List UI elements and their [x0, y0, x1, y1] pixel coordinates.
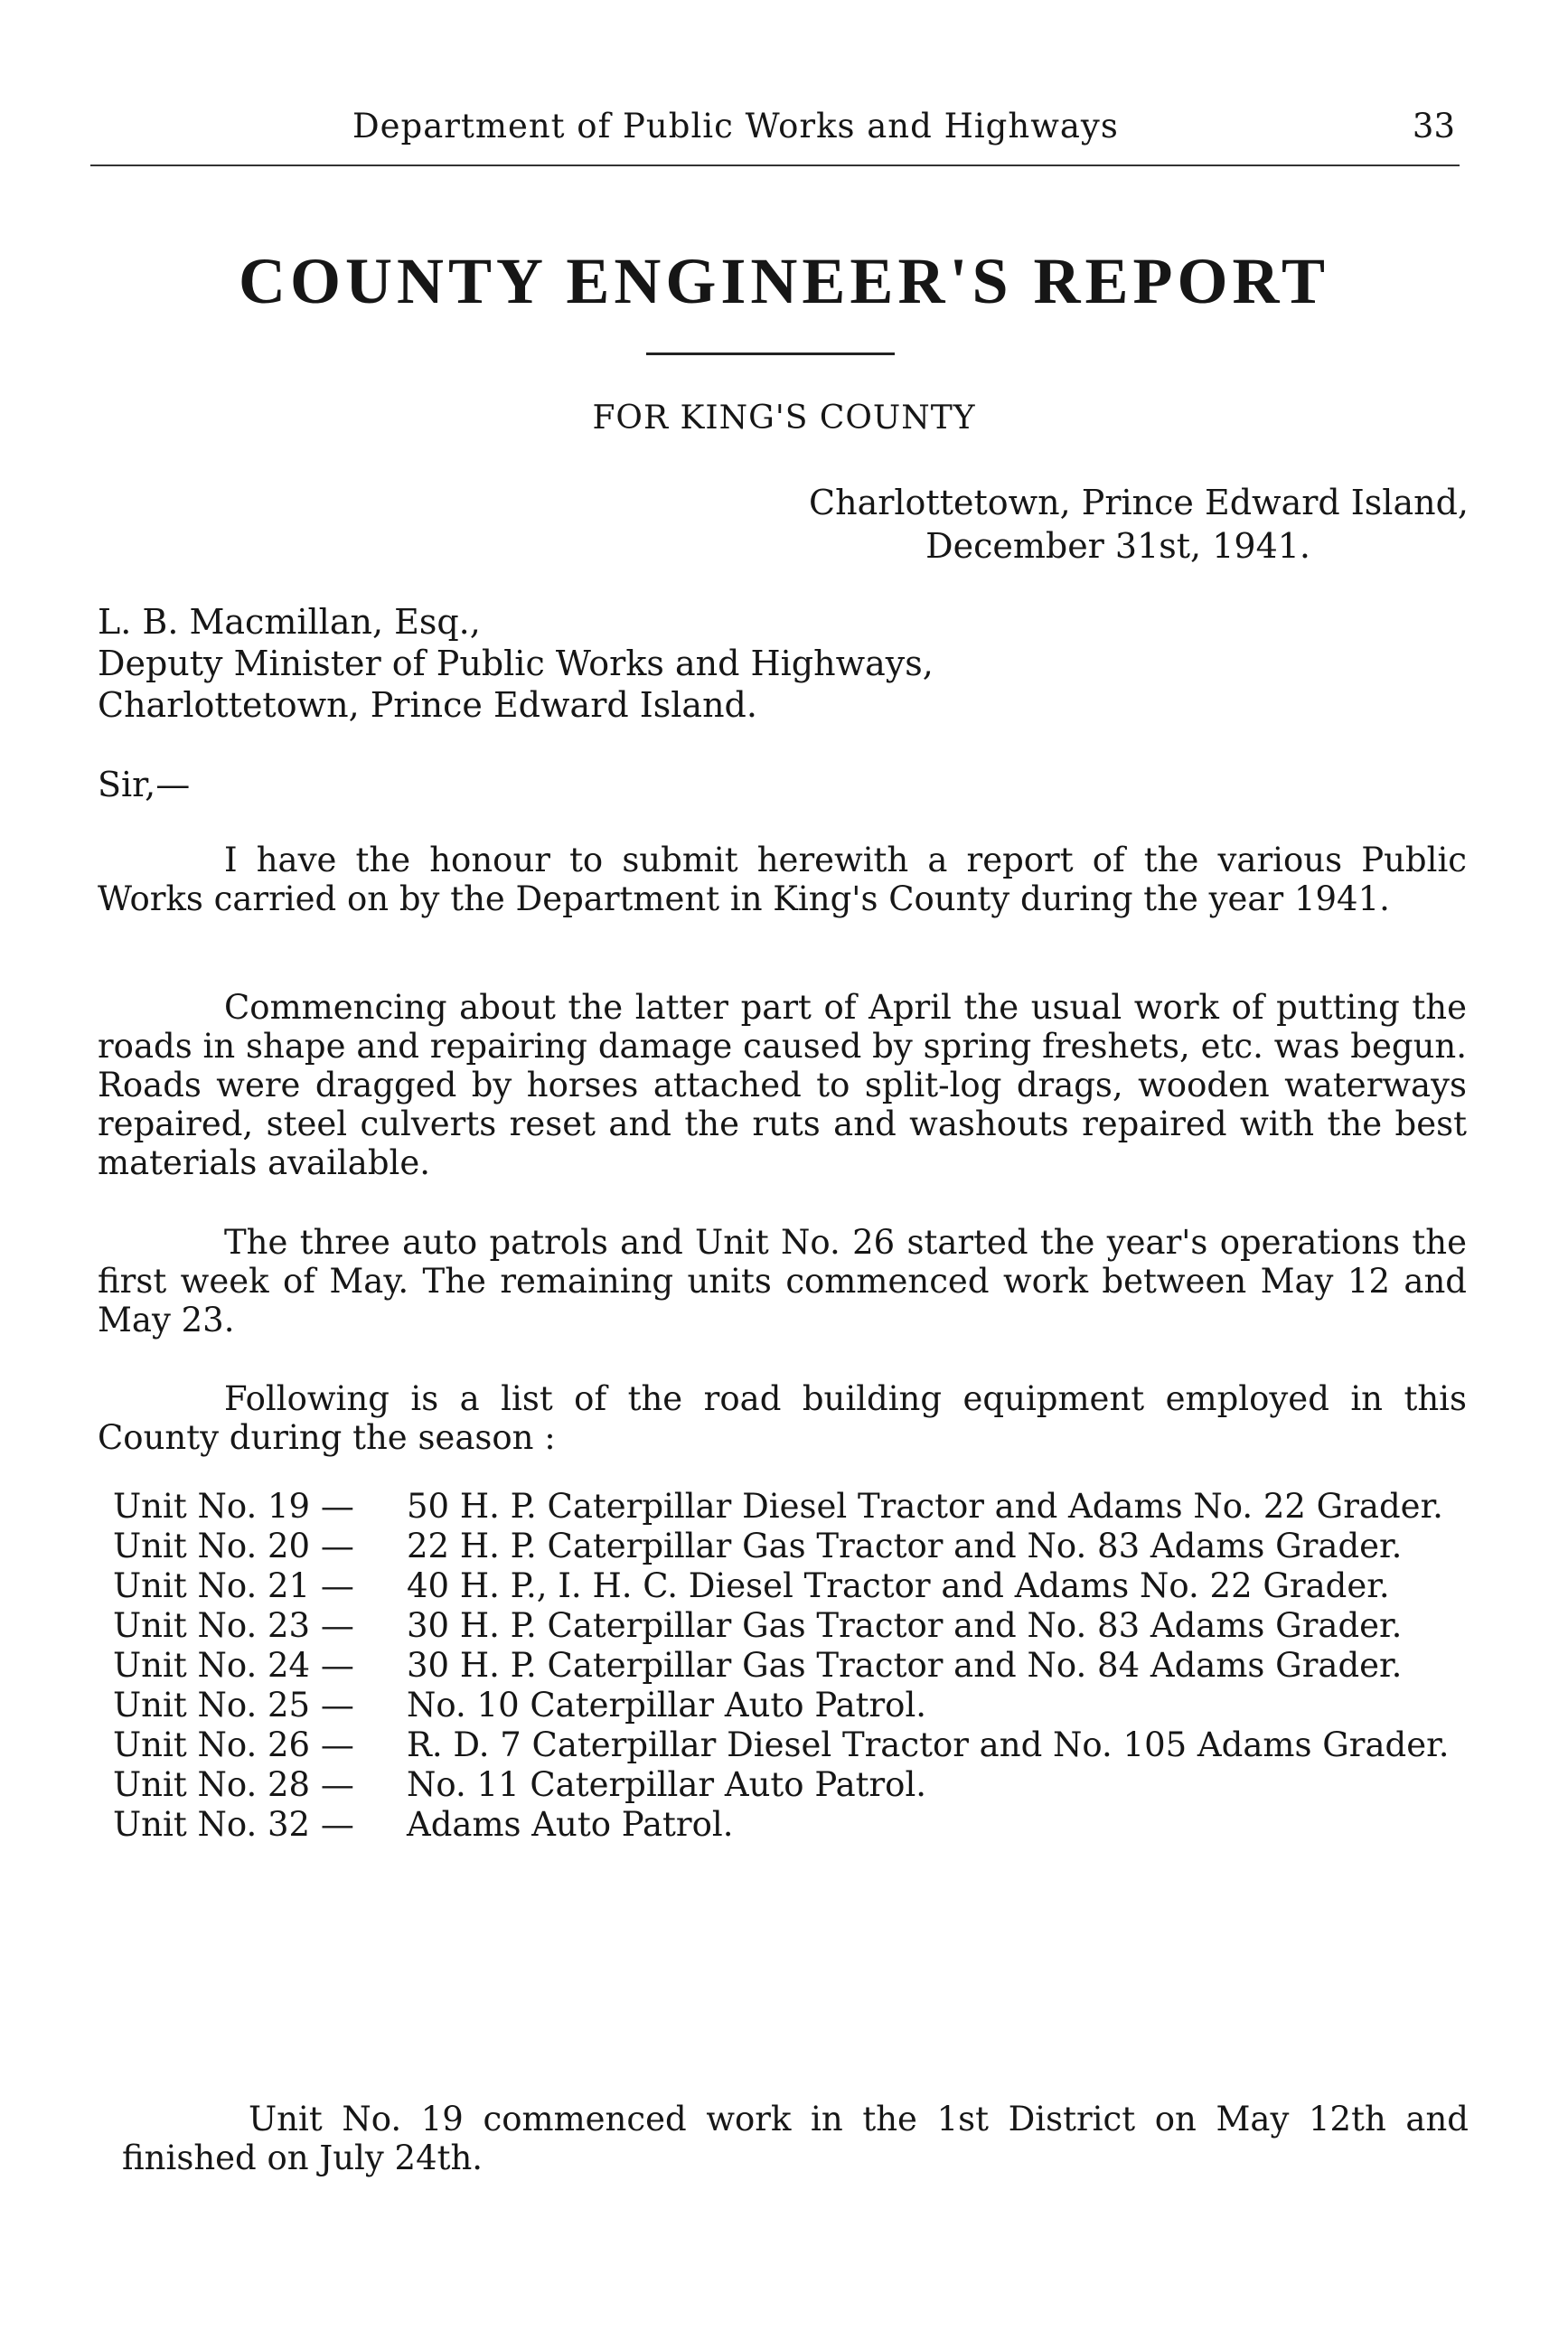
unit-description: 40 H. P., I. H. C. Diesel Tractor and Adams No. 22 Grader.	[407, 1566, 1390, 1605]
list-item	[113, 1606, 1464, 1645]
unit-label: Unit No. 32 —	[113, 1805, 354, 1844]
unit-description: No. 10 Caterpillar Auto Patrol.	[407, 1686, 927, 1725]
unit-label: Unit No. 21 —	[113, 1566, 354, 1605]
paragraph-equipment-intro: Following is a list of the road building equipment employed in this County during the season :	[98, 1379, 1467, 1457]
dateline	[809, 481, 1469, 568]
unit-description: 30 H. P. Caterpillar Gas Tractor and No. 83 Adams Grader.	[407, 1606, 1403, 1645]
equipment-list	[113, 1487, 1464, 1845]
paragraph-spring-work: Commencing about the latter part of April the usual work of putting the roads in shape and repairing damage caused by spring freshets, etc. was begun. Roads were dragged by horses attached to split-log drags, wooden waterways repaired, steel culverts reset and the ruts and washouts repaired with the best materials available.	[98, 988, 1467, 1182]
list-item	[113, 1686, 1464, 1725]
salutation: Sir,—	[98, 765, 191, 804]
list-item	[113, 1566, 1464, 1605]
list-item	[113, 1725, 1464, 1764]
addressee-name: L. B. Macmillan, Esq.,	[98, 602, 481, 642]
unit-description: 22 H. P. Caterpillar Gas Tractor and No. 83 Adams Grader.	[407, 1527, 1403, 1565]
list-item	[113, 1805, 1464, 1844]
addressee-title: Deputy Minister of Public Works and Highways,	[98, 644, 934, 683]
addressee-block	[98, 601, 934, 726]
paragraph-intro: I have the honour to submit herewith a report of the various Public Works carried on by the Department in King's County during the year 1941.	[98, 841, 1467, 918]
title-rule	[646, 352, 895, 355]
unit-description: 30 H. P. Caterpillar Gas Tractor and No. 84 Adams Grader.	[407, 1646, 1403, 1685]
unit-label: Unit No. 25 —	[113, 1686, 354, 1725]
unit-label: Unit No. 23 —	[113, 1606, 354, 1645]
list-item	[113, 1487, 1464, 1526]
header-rule	[90, 164, 1460, 166]
report-title: COUNTY ENGINEER'S REPORT	[239, 245, 1329, 317]
unit-description: 50 H. P. Caterpillar Diesel Tractor and Adams No. 22 Grader.	[407, 1487, 1443, 1526]
report-subtitle: FOR KING'S COUNTY	[592, 400, 976, 437]
unit-label: Unit No. 24 —	[113, 1646, 354, 1685]
unit-label: Unit No. 26 —	[113, 1725, 354, 1764]
unit-description: Adams Auto Patrol.	[407, 1805, 734, 1844]
running-title: Department of Public Works and Highways	[352, 107, 1119, 146]
unit-description: R. D. 7 Caterpillar Diesel Tractor and No. 105 Adams Grader.	[407, 1725, 1450, 1764]
list-item	[113, 1527, 1464, 1565]
page-number: 33	[1412, 107, 1455, 146]
paragraph-operations-start: The three auto patrols and Unit No. 26 started the year's operations the first week of May. The remaining units commenced work between May 12 and May 23.	[98, 1223, 1467, 1340]
list-item	[113, 1646, 1464, 1685]
unit-label: Unit No. 28 —	[113, 1765, 354, 1804]
addressee-location: Charlottetown, Prince Edward Island.	[98, 685, 757, 725]
list-item	[113, 1765, 1464, 1804]
unit-description: No. 11 Caterpillar Auto Patrol.	[407, 1765, 927, 1804]
dateline-place: Charlottetown, Prince Edward Island,	[809, 483, 1469, 522]
dateline-date: December 31st, 1941.	[925, 526, 1310, 566]
unit-label: Unit No. 20 —	[113, 1527, 354, 1565]
paragraph-closing: Unit No. 19 commenced work in the 1st District on May 12th and finished on July 24th.	[122, 2100, 1469, 2177]
running-header	[90, 107, 1464, 152]
unit-label: Unit No. 19 —	[113, 1487, 354, 1526]
